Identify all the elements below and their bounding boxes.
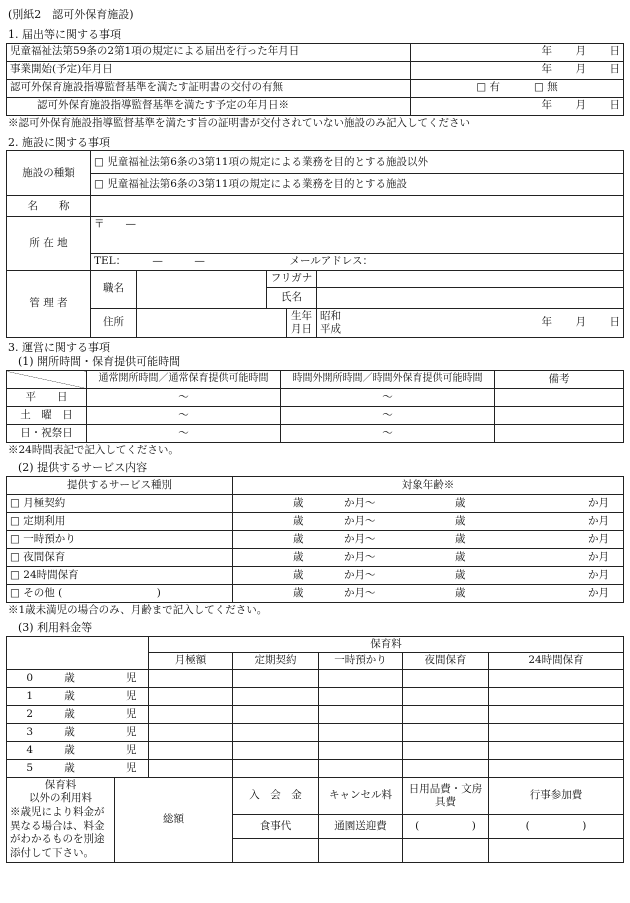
facility-type-label: 施設の種類 (7, 151, 91, 196)
fee-age-row (7, 759, 624, 777)
services-title: (2) 提供するサービス内容 (18, 461, 148, 475)
job-title-label: 職名 (91, 270, 137, 308)
hours-remarks-field[interactable] (495, 389, 624, 407)
fee-cell[interactable] (403, 723, 489, 741)
age-spacer (87, 669, 115, 687)
age-to-years[interactable]: 歳 (379, 566, 469, 584)
furigana-field[interactable] (317, 270, 624, 287)
fee-item-transport: 通園送迎費 (319, 815, 403, 839)
hours-row-label: 平 日 (7, 389, 87, 407)
age-ji: 児 (115, 669, 149, 687)
age-from-years[interactable]: 歳 (233, 530, 307, 548)
planned-date-label: 認可外保育施設指導監督基準を満たす予定の年月日※ (7, 97, 411, 115)
service-type-checkbox[interactable]: □ 一時預かり (7, 530, 233, 548)
section1-table (6, 43, 624, 116)
fee-cell[interactable] (403, 741, 489, 759)
address-label: 所 在 地 (7, 217, 91, 270)
age-to-months[interactable]: か月 (469, 584, 624, 602)
age-number: 0 (7, 669, 53, 687)
age-number: 3 (7, 723, 53, 741)
service-row (7, 494, 624, 512)
hours-regular-field[interactable]: ～ (87, 425, 281, 443)
hours-header-regular: 通常開所時間／通常保育提供可能時間 (87, 371, 281, 389)
furigana-label: フリガナ (267, 270, 317, 287)
fee-amount-field[interactable] (233, 838, 319, 862)
age-to-months[interactable]: か月 (469, 512, 624, 530)
fee-header-24h: 24時間保育 (489, 653, 624, 670)
age-to-months[interactable]: か月 (469, 566, 624, 584)
age-spacer (87, 759, 115, 777)
fee-cell[interactable] (233, 669, 319, 687)
age-from-years[interactable]: 歳 (233, 494, 307, 512)
fees-title: (3) 利用料金等 (18, 621, 93, 634)
service-row (7, 512, 624, 530)
age-to-years[interactable]: 歳 (379, 512, 469, 530)
section2-table (6, 150, 624, 337)
service-row (7, 548, 624, 566)
age-from-months[interactable]: か月～ (307, 548, 379, 566)
fee-amount-field[interactable] (489, 838, 624, 862)
postal-code: 〒 — (94, 218, 136, 231)
fee-cell[interactable] (319, 705, 403, 723)
age-from-years[interactable]: 歳 (233, 566, 307, 584)
hours-overtime-field[interactable]: ～ (281, 425, 495, 443)
fee-cell[interactable] (319, 687, 403, 705)
certificate-options[interactable] (411, 79, 624, 97)
fee-cell[interactable] (489, 741, 624, 759)
notification-date-field[interactable]: 年 月 日 (411, 43, 624, 61)
service-type-checkbox[interactable]: □ 夜間保育 (7, 548, 233, 566)
fee-amount-field[interactable] (319, 838, 403, 862)
manager-name-label: 氏名 (267, 287, 317, 308)
section3-title: 3. 運営に関する事項 (8, 340, 110, 354)
fee-cell[interactable] (319, 741, 403, 759)
home-address-label: 住所 (91, 308, 137, 337)
fees-group-header: 保育料 (149, 636, 624, 653)
other-fees-label: 保育料 以外の利用料 ※歳児により料金が異なる場合は、料金がわかるものを別途添付して下さい。 (7, 777, 115, 862)
age-to-years[interactable]: 歳 (379, 494, 469, 512)
tel-field[interactable]: TEL： — — (91, 254, 287, 270)
fee-cell[interactable] (319, 723, 403, 741)
age-sai: 歳 (53, 669, 87, 687)
manager-name-field[interactable] (317, 287, 624, 308)
fee-cell[interactable] (233, 759, 319, 777)
fee-item-other-2[interactable]: ( ) (489, 815, 624, 839)
age-spacer (87, 723, 115, 741)
target-age-header: 対象年齢※ (233, 476, 624, 494)
fee-cell[interactable] (403, 759, 489, 777)
fee-cell[interactable] (489, 723, 624, 741)
hours-remarks-field[interactable] (495, 407, 624, 425)
fee-cell[interactable] (403, 669, 489, 687)
fee-header-night: 夜間保育 (403, 653, 489, 670)
section1-note: ※認可外保育施設指導監督基準を満たす旨の証明書が交付されていない施設のみ記入してください (8, 116, 470, 129)
fee-item-supplies: 日用品費・文房具費 (403, 777, 489, 814)
address-field[interactable] (91, 217, 624, 254)
age-from-years[interactable]: 歳 (233, 512, 307, 530)
hours-header-remarks: 備考 (495, 371, 624, 389)
hours-note: ※24時間表記で記入してください。 (8, 444, 179, 456)
fee-cell[interactable] (149, 741, 233, 759)
certificate-label: 認可外保育施設指導監督基準を満たす証明書の交付の有無 (7, 79, 411, 97)
age-sai: 歳 (53, 741, 87, 759)
fee-item-meals: 食事代 (233, 815, 319, 839)
service-type-checkbox[interactable]: □ その他 ( ) (7, 584, 233, 602)
age-spacer (87, 687, 115, 705)
fee-header-monthly: 月極額 (149, 653, 233, 670)
fee-cell[interactable] (233, 687, 319, 705)
fee-cell[interactable] (319, 669, 403, 687)
section1-title: 1. 届出等に関する事項 (8, 27, 121, 41)
fee-item-entrance: 入 会 金 (233, 777, 319, 814)
certificate-yes-checkbox[interactable]: □ 有 (476, 81, 500, 94)
fee-cell[interactable] (149, 669, 233, 687)
age-to-years[interactable]: 歳 (379, 530, 469, 548)
certificate-no-checkbox[interactable]: □ 無 (534, 81, 558, 94)
hours-remarks-field[interactable] (495, 425, 624, 443)
service-row (7, 566, 624, 584)
fee-cell[interactable] (489, 687, 624, 705)
section2-title: 2. 施設に関する事項 (8, 135, 110, 149)
email-field[interactable]: メールアドレス： (287, 254, 624, 270)
hours-corner-cell (7, 371, 87, 389)
fee-cell[interactable] (489, 669, 624, 687)
facility-name-field[interactable] (91, 196, 624, 217)
fee-cell[interactable] (403, 705, 489, 723)
services-note: ※1歳未満児の場合のみ、月齢まで記入してください。 (8, 603, 268, 616)
age-to-years[interactable]: 歳 (379, 584, 469, 602)
age-ji: 児 (115, 687, 149, 705)
age-spacer (87, 705, 115, 723)
fee-item-events: 行事参加費 (489, 777, 624, 814)
age-sai: 歳 (53, 723, 87, 741)
birth-date-field[interactable]: 昭和 平成 年 月 日 (317, 308, 624, 337)
service-type-checkbox[interactable]: □ 24時間保育 (7, 566, 233, 584)
age-from-months[interactable]: か月～ (307, 566, 379, 584)
age-from-months[interactable]: か月～ (307, 530, 379, 548)
age-sai: 歳 (53, 705, 87, 723)
fee-cell[interactable] (149, 723, 233, 741)
fee-header-regular: 定期契約 (233, 653, 319, 670)
age-ji: 児 (115, 759, 149, 777)
era-options[interactable]: 昭和 平成 (320, 310, 341, 335)
facility-type-option-2[interactable]: □ 児童福祉法第6条の3第11項の規定による業務を目的とする施設 (91, 173, 624, 196)
hours-title: (1) 開所時間・保育提供可能時間 (18, 355, 181, 369)
notification-date-label: 児童福祉法第59条の2第1項の規定による届出を行った年月日 (7, 43, 411, 61)
age-spacer (87, 741, 115, 759)
fee-age-row (7, 723, 624, 741)
birth-date-label: 生年 月日 (287, 308, 317, 337)
service-type-checkbox[interactable]: □ 月極契約 (7, 494, 233, 512)
fee-amount-field[interactable] (403, 838, 489, 862)
age-ji: 児 (115, 723, 149, 741)
fee-item-other-1[interactable]: ( ) (403, 815, 489, 839)
hours-row-label: 土 曜 日 (7, 407, 87, 425)
home-address-field[interactable] (137, 308, 287, 337)
fee-cell[interactable] (489, 759, 624, 777)
age-number: 4 (7, 741, 53, 759)
fee-header-temporary: 一時預かり (319, 653, 403, 670)
fee-age-row (7, 669, 624, 687)
fee-age-row (7, 741, 624, 759)
service-type-checkbox[interactable]: □ 定期利用 (7, 512, 233, 530)
service-row (7, 584, 624, 602)
age-number: 1 (7, 687, 53, 705)
service-type-header: 提供するサービス種別 (7, 476, 233, 494)
age-to-months[interactable]: か月 (469, 530, 624, 548)
hours-overtime-field[interactable]: ～ (281, 389, 495, 407)
hours-regular-field[interactable]: ～ (87, 389, 281, 407)
age-to-years[interactable]: 歳 (379, 548, 469, 566)
age-number: 2 (7, 705, 53, 723)
age-ji: 児 (115, 705, 149, 723)
services-table (6, 476, 624, 603)
age-sai: 歳 (53, 687, 87, 705)
fee-cell[interactable] (319, 759, 403, 777)
total-label: 総額 (115, 777, 233, 862)
fee-cell[interactable] (489, 705, 624, 723)
form-tag: (別紙2 認可外保育施設) (8, 8, 134, 21)
fees-table (6, 636, 624, 863)
fee-cell[interactable] (403, 687, 489, 705)
hours-header-overtime: 時間外開所時間／時間外保育提供可能時間 (281, 371, 495, 389)
age-from-years[interactable]: 歳 (233, 584, 307, 602)
fee-cell[interactable] (149, 687, 233, 705)
fee-cell[interactable] (233, 705, 319, 723)
age-from-months[interactable]: か月～ (307, 512, 379, 530)
planned-date-field[interactable]: 年 月 日 (411, 97, 624, 115)
age-number: 5 (7, 759, 53, 777)
age-to-months[interactable]: か月 (469, 494, 624, 512)
job-title-field[interactable] (137, 270, 267, 308)
hours-overtime-field[interactable]: ～ (281, 407, 495, 425)
age-ji: 児 (115, 741, 149, 759)
hours-row-label: 日・祝祭日 (7, 425, 87, 443)
age-from-years[interactable]: 歳 (233, 548, 307, 566)
fee-item-cancel: キャンセル料 (319, 777, 403, 814)
facility-type-option-1[interactable]: □ 児童福祉法第6条の3第11項の規定による業務を目的とする施設以外 (91, 151, 624, 174)
age-from-months[interactable]: か月～ (307, 584, 379, 602)
start-date-field[interactable]: 年 月 日 (411, 61, 624, 79)
hours-table (6, 370, 624, 443)
manager-label: 管 理 者 (7, 270, 91, 337)
start-date-label: 事業開始(予定)年月日 (7, 61, 411, 79)
fee-cell[interactable] (233, 741, 319, 759)
fee-cell[interactable] (233, 723, 319, 741)
age-to-months[interactable]: か月 (469, 548, 624, 566)
age-from-months[interactable]: か月～ (307, 494, 379, 512)
fee-age-row (7, 687, 624, 705)
facility-name-label: 名 称 (7, 196, 91, 217)
fee-age-row (7, 705, 624, 723)
service-row (7, 530, 624, 548)
fee-cell[interactable] (149, 705, 233, 723)
fee-cell[interactable] (149, 759, 233, 777)
fees-corner-cell (7, 636, 149, 669)
age-sai: 歳 (53, 759, 87, 777)
hours-regular-field[interactable]: ～ (87, 407, 281, 425)
